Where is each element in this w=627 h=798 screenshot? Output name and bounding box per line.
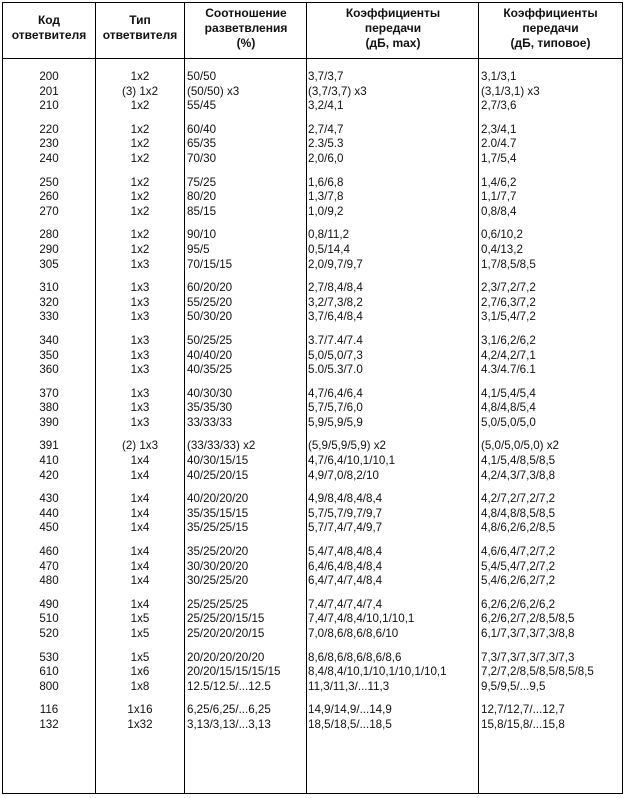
coupler-code-cell: 460 — [39, 545, 59, 559]
coupler-code-cell: 330 — [39, 310, 59, 324]
loss-max-cell: 5,4/7,4/8,4/8,4 — [308, 545, 383, 559]
table-row — [3, 190, 622, 205]
coupler-code-cell: 340 — [39, 333, 59, 347]
loss-typical-cell: 6,2/6,2/6,2/6,2 — [481, 597, 556, 611]
loss-max-cell: (5,9/5,9/5,9) x2 — [308, 439, 386, 453]
split-ratio-cell: 25/25/25/25 — [187, 597, 249, 611]
loss-max-cell: 5,7/5,7/6,0 — [308, 401, 363, 415]
loss-typical-cell: 4,8/4,8/8,5/8,5 — [481, 506, 556, 520]
coupler-type-cell: 1x2 — [130, 204, 150, 218]
coupler-code-cell: 370 — [39, 386, 59, 400]
coupler-code-cell: 116 — [39, 703, 59, 717]
coupler-code-cell: 480 — [39, 574, 59, 588]
coupler-type-cell: 1x16 — [127, 703, 153, 717]
loss-max-cell: 4,9/7,0/8,2/10 — [308, 468, 379, 482]
table-row — [3, 521, 622, 536]
loss-typical-cell: 1,4/6,2 — [481, 175, 517, 189]
split-ratio-cell: 40/30/15/15 — [187, 454, 249, 468]
split-ratio-cell: 60/20/20 — [187, 281, 233, 295]
loss-typical-cell: 4,2/4,3/7,3/8,8 — [481, 468, 556, 482]
coupler-type-cell: 1x2 — [130, 122, 150, 136]
coupler-type-cell: 1x2 — [130, 70, 150, 83]
split-ratio-cell: 40/35/25 — [187, 363, 233, 377]
split-ratio-cell: 90/10 — [187, 228, 217, 242]
table-row — [3, 492, 622, 507]
table-row — [3, 454, 622, 469]
split-ratio-cell: 25/25/20/15/15 — [187, 612, 265, 626]
coupler-type-cell: 1x5 — [130, 612, 150, 626]
split-ratio-cell: 12.5/12.5/...12.5 — [187, 679, 271, 693]
header-type: Тип ответвителя — [102, 13, 178, 42]
row-group — [3, 334, 622, 378]
split-ratio-cell: 30/30/20/20 — [187, 559, 249, 573]
split-ratio-cell: 60/40 — [187, 122, 217, 136]
loss-max-cell: 5,0/5,0/7,3 — [308, 348, 363, 362]
table-row — [3, 612, 622, 627]
loss-typical-cell: 3,1/6,2/6,2 — [481, 333, 536, 347]
split-ratio-cell: 95/5 — [187, 242, 210, 256]
loss-typical-cell: 4,1/5,4/5,4 — [481, 386, 536, 400]
coupler-code-cell: 350 — [39, 348, 59, 362]
coupler-code-cell: 360 — [39, 363, 59, 377]
loss-typical-cell: 3,1/5,4/7,2 — [481, 310, 536, 324]
split-ratio-cell: 33/33/33 — [187, 415, 233, 429]
coupler-type-cell: 1x3 — [130, 401, 150, 415]
loss-max-cell: 8,4/8,4/10,1/10,1/10,1/10,1 — [308, 665, 447, 679]
loss-max-cell: (3,7/3,7) x3 — [308, 84, 367, 98]
loss-typical-cell: 4,8/4,8/5,4 — [481, 401, 536, 415]
coupler-type-cell: 1x8 — [130, 679, 150, 693]
split-ratio-cell: 40/30/30 — [187, 386, 233, 400]
table-row — [3, 281, 622, 296]
row-group — [3, 703, 622, 732]
loss-max-cell: 3,2/4,1 — [308, 99, 344, 113]
coupler-code-cell: 250 — [39, 175, 59, 189]
loss-max-cell: 7,0/8,6/8,6/8,6/10 — [308, 627, 399, 640]
split-ratio-cell: 6,25/6,25/...6,25 — [187, 703, 271, 717]
row-group — [3, 70, 622, 114]
coupler-code-cell: 410 — [39, 454, 59, 468]
coupler-code-cell: 800 — [39, 679, 59, 693]
coupler-type-cell: 1x6 — [130, 665, 150, 679]
loss-max-cell: 8,6/8,6/8,6/8,6/8,6 — [308, 650, 402, 664]
loss-max-cell: 14,9/14,9/...14,9 — [308, 703, 392, 717]
split-ratio-cell: 50/30/20 — [187, 310, 233, 324]
table-row — [3, 152, 622, 167]
coupler-type-cell: 1x2 — [130, 228, 150, 242]
table-row — [3, 228, 622, 243]
table-row — [3, 703, 622, 718]
coupler-code-cell: 510 — [39, 612, 59, 626]
loss-typical-cell: 4,6/6,4/7,2/7,2 — [481, 545, 556, 559]
split-ratio-cell: 40/40/20 — [187, 348, 233, 362]
loss-typical-cell: 5,4/6,2/6,2/7,2 — [481, 574, 556, 588]
loss-max-cell: 18,5/18,5/...18,5 — [308, 717, 392, 731]
coupler-code-cell: 305 — [39, 257, 59, 271]
loss-typical-cell: 2.0/4.7 — [481, 137, 517, 151]
loss-max-cell: 2,0/9,7/9,7 — [308, 257, 363, 271]
loss-typical-cell: 0,6/10,2 — [481, 228, 523, 242]
coupler-type-cell: 1x5 — [130, 650, 150, 664]
split-ratio-cell: 75/25 — [187, 175, 217, 189]
split-ratio-cell: 40/20/20/20 — [187, 492, 249, 506]
coupler-type-cell: 1x3 — [130, 348, 150, 362]
loss-typical-cell: 15,8/15,8/...15,8 — [481, 717, 565, 731]
loss-max-cell: 1,3/7,8 — [308, 190, 344, 204]
coupler-code-cell: 290 — [39, 242, 59, 256]
table-row — [3, 258, 622, 273]
coupler-type-cell: 1x2 — [130, 242, 150, 256]
loss-typical-cell: 2,7/3,6 — [481, 99, 517, 113]
coupler-type-cell: 1x4 — [130, 545, 150, 559]
split-ratio-cell: 55/45 — [187, 99, 217, 113]
table-row — [3, 349, 622, 364]
coupler-code-cell: 280 — [39, 228, 59, 242]
coupler-type-cell: 1x3 — [130, 310, 150, 324]
row-group — [3, 651, 622, 695]
row-group — [3, 176, 622, 220]
coupler-code-cell: 520 — [39, 627, 59, 640]
row-group — [3, 228, 622, 272]
loss-typical-cell: 12,7/12,7/...12,7 — [481, 703, 565, 717]
table-row — [3, 560, 622, 575]
row-group — [3, 439, 622, 483]
loss-max-cell: 4,7/6,4/10,1/10,1 — [308, 454, 396, 468]
coupler-type-cell: 1x4 — [130, 506, 150, 520]
coupler-type-cell: 1x2 — [130, 190, 150, 204]
table-row — [3, 574, 622, 589]
table-row — [3, 651, 622, 666]
table-row — [3, 507, 622, 522]
coupler-type-cell: 1x3 — [130, 257, 150, 271]
coupler-code-cell: 240 — [39, 151, 59, 165]
coupler-type-cell: 1x2 — [130, 137, 150, 151]
loss-typical-cell: 4,2/7,2/7,2/7,2 — [481, 492, 556, 506]
loss-max-cell: 5,9/5,9/5,9 — [308, 415, 363, 429]
loss-max-cell: 7,4/7,4/7,4/7,4 — [308, 597, 383, 611]
loss-typical-cell: 4,2/4,2/7,1 — [481, 348, 536, 362]
coupler-type-cell: 1x3 — [130, 363, 150, 377]
loss-max-cell: 3,7/6,4/8,4 — [308, 310, 363, 324]
table-row — [3, 243, 622, 258]
loss-typical-cell: 6,1/7,3/7,3/7,3/8,8 — [481, 627, 575, 640]
loss-max-cell: 6,4/6,4/8,4/8,4 — [308, 559, 383, 573]
coupler-type-cell: 1x3 — [130, 386, 150, 400]
coupler-type-cell: 1x4 — [130, 521, 150, 535]
loss-typical-cell: (3,1/3,1) x3 — [481, 84, 540, 98]
split-ratio-cell: 30/25/25/20 — [187, 574, 249, 588]
loss-typical-cell: 2,3/7,2/7,2 — [481, 281, 536, 295]
coupler-type-cell: 1x5 — [130, 627, 150, 640]
coupler-code-cell: 260 — [39, 190, 59, 204]
loss-max-cell: 2,7/8,4/8,4 — [308, 281, 363, 295]
loss-max-cell: 0,8/11,2 — [308, 228, 350, 242]
coupler-code-cell: 380 — [39, 401, 59, 415]
split-ratio-cell: 70/30 — [187, 151, 217, 165]
table-row — [3, 334, 622, 349]
split-ratio-cell: 25/20/20/20/15 — [187, 627, 265, 640]
coupler-type-cell: 1x2 — [130, 99, 150, 113]
table-row — [3, 176, 622, 191]
loss-max-cell: 2,0/6,0 — [308, 151, 344, 165]
coupler-type-cell: (2) 1x3 — [121, 439, 159, 453]
split-ratio-cell: 3,13/3,13/...3,13 — [187, 717, 271, 731]
loss-typical-cell: 3,1/3,1 — [481, 70, 517, 83]
loss-typical-cell: 7,3/7,3/7,3/7,3/7,3 — [481, 650, 575, 664]
coupler-type-cell: 1x4 — [130, 597, 150, 611]
split-ratio-cell: 85/15 — [187, 204, 217, 218]
coupler-type-cell: 1x3 — [130, 295, 150, 309]
header-split-ratio: Соотношение разветвления (%) — [204, 6, 288, 50]
coupler-code-cell: 310 — [39, 281, 59, 295]
coupler-code-cell: 201 — [39, 84, 59, 98]
loss-typical-cell: (5,0/5,0/5,0) x2 — [481, 439, 559, 453]
coupler-code-cell: 391 — [39, 439, 59, 453]
loss-typical-cell: 7,2/7,2/8,5/8,5/8,5/8,5 — [481, 665, 594, 679]
loss-typical-cell: 0,4/13,2 — [481, 242, 523, 256]
coupler-type-cell: 1x4 — [130, 468, 150, 482]
coupler-code-cell: 210 — [39, 99, 59, 113]
table-body — [3, 70, 622, 742]
table-row — [3, 545, 622, 560]
row-group — [3, 123, 622, 167]
loss-typical-cell: 2,3/4,1 — [481, 122, 517, 136]
loss-max-cell: 4,7/6,4/6,4 — [308, 386, 363, 400]
split-ratio-cell: 80/20 — [187, 190, 217, 204]
loss-typical-cell: 4,1/5,4/8,5/8,5 — [481, 454, 556, 468]
loss-max-cell: 1,6/6,8 — [308, 175, 344, 189]
loss-typical-cell: 5,0/5,0/5,0 — [481, 415, 536, 429]
coupler-code-cell: 270 — [39, 204, 59, 218]
table-row — [3, 85, 622, 100]
loss-max-cell: 6,4/7,4/7,4/8,4 — [308, 574, 383, 588]
table-row — [3, 296, 622, 311]
coupler-type-cell: 1x3 — [130, 281, 150, 295]
split-ratio-cell: 35/25/25/15 — [187, 521, 249, 535]
split-ratio-cell: 40/25/20/15 — [187, 468, 249, 482]
split-ratio-cell: (33/33/33) x2 — [187, 439, 256, 453]
table-row — [3, 363, 622, 378]
loss-typical-cell: 1,7/8,5/8,5 — [481, 257, 536, 271]
row-group — [3, 281, 622, 325]
split-ratio-cell: 35/35/30 — [187, 401, 233, 415]
table-row — [3, 70, 622, 85]
loss-typical-cell: 2,7/6,3/7,2 — [481, 295, 536, 309]
table-row — [3, 416, 622, 431]
coupler-code-cell: 420 — [39, 468, 59, 482]
coupler-type-cell: 1x32 — [127, 717, 153, 731]
coupler-type-cell: 1x4 — [130, 454, 150, 468]
loss-max-cell: 5,7/5,7/9,7/9,7 — [308, 506, 383, 520]
header-code: Код ответвителя — [11, 13, 87, 42]
table-row — [3, 99, 622, 114]
table-row — [3, 387, 622, 402]
coupler-code-cell: 470 — [39, 559, 59, 573]
loss-max-cell: 3,7/3,7 — [308, 70, 344, 83]
split-ratio-cell: 65/35 — [187, 137, 217, 151]
coupler-code-cell: 450 — [39, 521, 59, 535]
loss-max-cell: 3,2/7,3/8,2 — [308, 295, 363, 309]
coupler-code-cell: 530 — [39, 650, 59, 664]
coupler-code-cell: 430 — [39, 492, 59, 506]
table-row — [3, 310, 622, 325]
row-group — [3, 598, 622, 642]
row-group — [3, 387, 622, 431]
table-row — [3, 439, 622, 454]
split-ratio-cell: 20/20/20/20/20 — [187, 650, 265, 664]
loss-max-cell: 4,9/8,4/8,4/8,4 — [308, 492, 383, 506]
split-ratio-cell: 70/15/15 — [187, 257, 233, 271]
loss-max-cell: 7,4/7,4/8,4/10,1/10,1 — [308, 612, 415, 626]
coupler-code-cell: 390 — [39, 415, 59, 429]
header-loss-typical: Коэффициенты передачи (дБ, типовое) — [503, 6, 598, 50]
table-row — [3, 401, 622, 416]
loss-max-cell: 1,0/9,2 — [308, 204, 344, 218]
coupler-type-cell: 1x3 — [130, 415, 150, 429]
coupler-code-cell: 440 — [39, 506, 59, 520]
loss-max-cell: 3.7/7.4/7.4 — [308, 333, 363, 347]
coupler-type-cell: (3) 1x2 — [121, 84, 159, 98]
loss-typical-cell: 1,7/5,4 — [481, 151, 517, 165]
coupler-type-cell: 1x4 — [130, 574, 150, 588]
loss-max-cell: 11,3/11,3/...11,3 — [308, 679, 390, 693]
table-row — [3, 680, 622, 695]
loss-typical-cell: 4,8/6,2/6,2/8,5 — [481, 521, 556, 535]
loss-max-cell: 2.3/5.3 — [308, 137, 344, 151]
loss-max-cell: 2,7/4,7 — [308, 122, 344, 136]
loss-typical-cell: 6,2/6,2/7,2/8,5/8,5 — [481, 612, 575, 626]
table-row — [3, 205, 622, 220]
table-row — [3, 469, 622, 484]
table-row — [3, 137, 622, 152]
coupler-code-cell: 220 — [39, 122, 59, 136]
coupler-type-cell: 1x4 — [130, 559, 150, 573]
header-loss-max: Коэффициенты передачи (дБ, max) — [345, 6, 441, 50]
coupler-code-cell: 200 — [39, 70, 59, 83]
table-row — [3, 665, 622, 680]
split-ratio-cell: (50/50) x3 — [187, 84, 240, 98]
table-row — [3, 627, 622, 642]
coupler-type-cell: 1x2 — [130, 151, 150, 165]
table-row — [3, 598, 622, 613]
coupler-type-cell: 1x3 — [130, 333, 150, 347]
row-group — [3, 492, 622, 536]
coupler-code-cell: 230 — [39, 137, 59, 151]
loss-max-cell: 0,5/14,4 — [308, 242, 350, 256]
split-ratio-cell: 55/25/20 — [187, 295, 233, 309]
coupler-code-cell: 490 — [39, 597, 59, 611]
split-ratio-cell: 35/35/15/15 — [187, 506, 249, 520]
split-ratio-cell: 20/20/15/15/15/15 — [187, 665, 281, 679]
table-row — [3, 718, 622, 733]
coupler-code-cell: 132 — [39, 717, 59, 731]
loss-typical-cell: 0,8/8,4 — [481, 204, 517, 218]
split-ratio-cell: 50/25/25 — [187, 333, 233, 347]
loss-typical-cell: 1,1/7,7 — [481, 190, 517, 204]
coupler-type-cell: 1x2 — [130, 175, 150, 189]
row-group — [3, 545, 622, 589]
coupler-type-cell: 1x4 — [130, 492, 150, 506]
loss-max-cell: 5.0/5.3/7.0 — [308, 363, 363, 377]
loss-typical-cell: 5,4/5,4/7,2/7,2 — [481, 559, 556, 573]
split-ratio-cell: 35/25/20/20 — [187, 545, 249, 559]
loss-typical-cell: 9,5/9,5/...9,5 — [481, 679, 546, 693]
split-ratio-cell: 50/50 — [187, 70, 217, 83]
coupler-table — [2, 2, 623, 794]
coupler-code-cell: 320 — [39, 295, 59, 309]
coupler-code-cell: 610 — [39, 665, 59, 679]
loss-typical-cell: 4.3/4.7/6.1 — [481, 363, 536, 377]
table-row — [3, 123, 622, 138]
loss-max-cell: 5,7/7,4/7,4/9,7 — [308, 521, 383, 535]
